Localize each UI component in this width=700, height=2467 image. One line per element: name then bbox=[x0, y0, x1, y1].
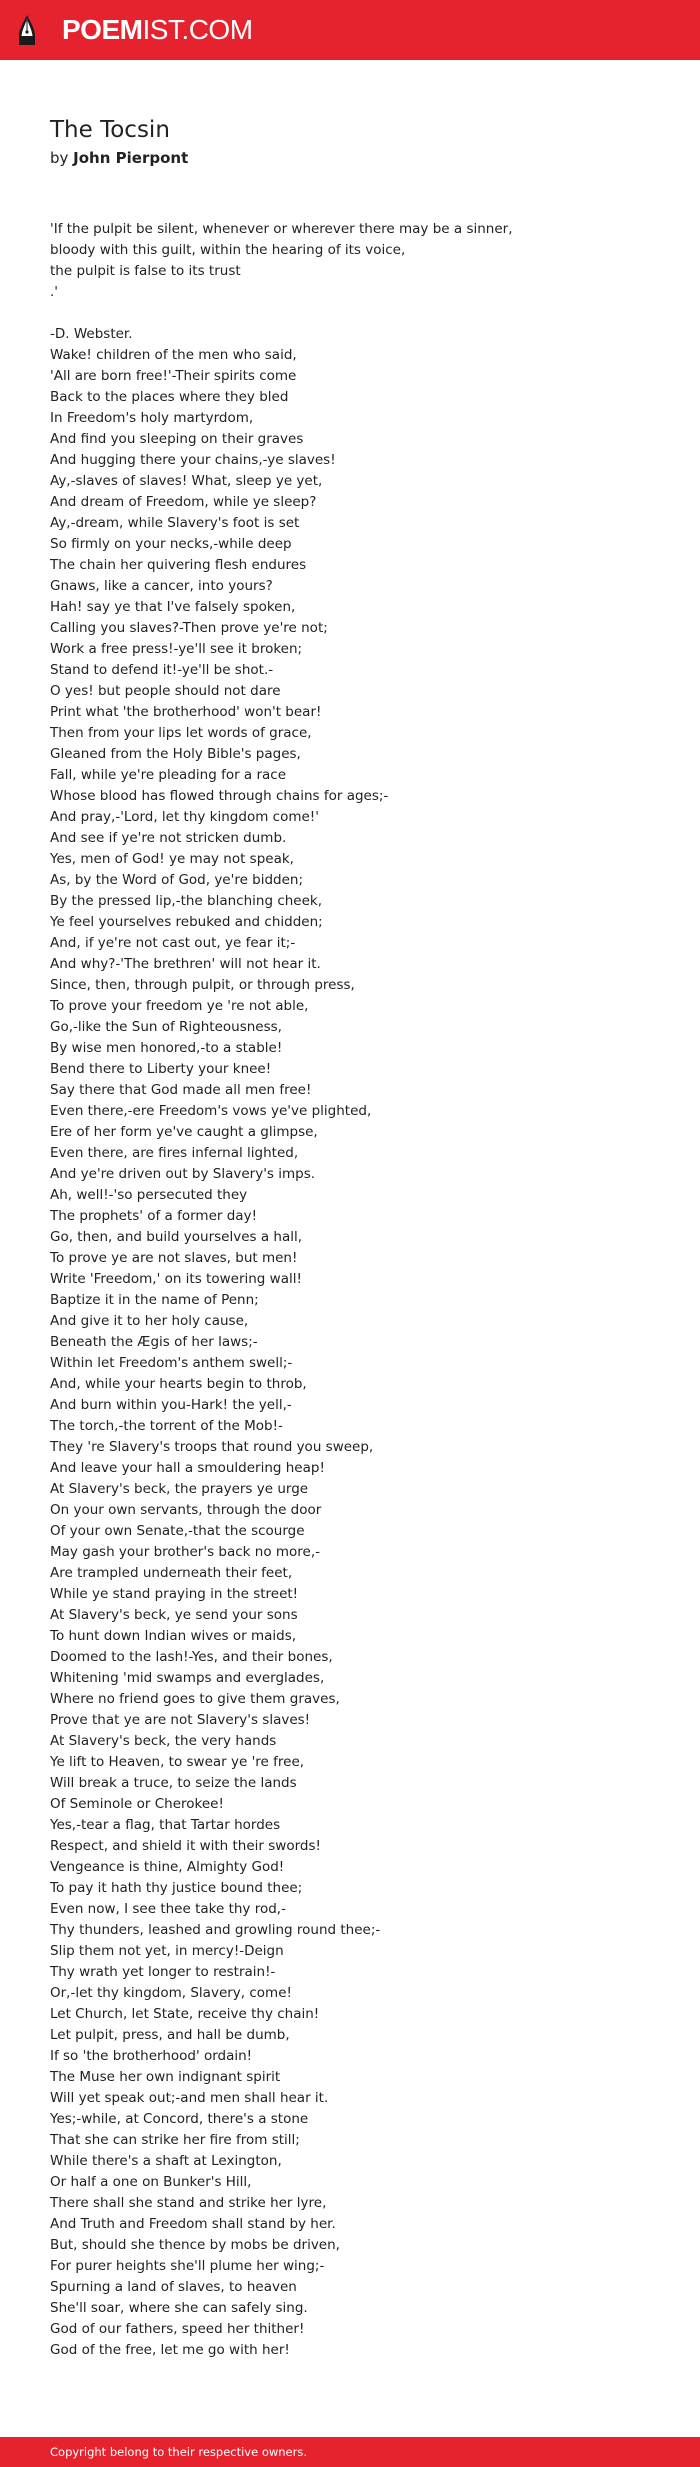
poem-line: To pay it hath thy justice bound thee; bbox=[50, 1880, 303, 1896]
poem-line: Print what 'the brotherhood' won't bear! bbox=[50, 704, 322, 720]
poem-line: At Slavery's beck, the prayers ye urge bbox=[50, 1481, 309, 1497]
poem-line: Since, then, through pulpit, or through press, bbox=[50, 977, 355, 993]
byline-prefix: by bbox=[50, 149, 74, 167]
poem-line: And Truth and Freedom shall stand by her. bbox=[50, 2216, 336, 2232]
poem-line: Yes,-tear a flag, that Tartar hordes bbox=[50, 1817, 281, 1833]
poem-line: Even there,-ere Freedom's vows ye've plighted, bbox=[50, 1103, 372, 1119]
poem-line: And hugging there your chains,-ye slaves! bbox=[50, 452, 336, 468]
poem-line: And give it to her holy cause, bbox=[50, 1313, 249, 1329]
poem-line: Of your own Senate,-that the scourge bbox=[50, 1523, 305, 1539]
epigraph-line: bloody with this guilt, within the hearing of its voice, bbox=[50, 242, 406, 258]
poem-byline bbox=[50, 147, 188, 169]
poem-line: To hunt down Indian wives or maids, bbox=[50, 1628, 297, 1644]
poem-line: Wake! children of the men who said, bbox=[50, 347, 297, 363]
poem-line: Ere of her form ye've caught a glimpse, bbox=[50, 1124, 318, 1140]
site-footer bbox=[0, 2437, 700, 2467]
poem-line: Ye lift to Heaven, to swear ye 're free, bbox=[50, 1754, 305, 1770]
poem-line: For purer heights she'll plume her wing;- bbox=[50, 2258, 325, 2274]
poem-line: Hah! say ye that I've falsely spoken, bbox=[50, 599, 296, 615]
poem-line: -D. Webster. bbox=[50, 326, 133, 342]
poem-line: Of Seminole or Cherokee! bbox=[50, 1796, 224, 1812]
logo-bold-text: POEM bbox=[62, 14, 143, 45]
poem-line: While ye stand praying in the street! bbox=[50, 1586, 299, 1602]
poem-line: Yes, men of God! ye may not speak, bbox=[50, 851, 294, 867]
poem-line: Bend there to Liberty your knee! bbox=[50, 1061, 272, 1077]
poem-line: But, should she thence by mobs be driven, bbox=[50, 2237, 340, 2253]
poem-line: By wise men honored,-to a stable! bbox=[50, 1040, 283, 1056]
poem-line: Slip them not yet, in mercy!-Deign bbox=[50, 1943, 284, 1959]
poem-line: And burn within you-Hark! the yell,- bbox=[50, 1397, 292, 1413]
poem-line: And ye're driven out by Slavery's imps. bbox=[50, 1166, 316, 1182]
poem-line: Go, then, and build yourselves a hall, bbox=[50, 1229, 303, 1245]
poem-line: They 're Slavery's troops that round you sweep, bbox=[50, 1439, 374, 1455]
poem-line: Even now, I see thee take thy rod,- bbox=[50, 1901, 286, 1917]
poem-line: Ay,-dream, while Slavery's foot is set bbox=[50, 515, 300, 531]
poem-line: And leave your hall a smouldering heap! bbox=[50, 1460, 325, 1476]
poem-author: John Pierpont bbox=[73, 149, 189, 167]
poem-line: To prove your freedom ye 're not able, bbox=[50, 998, 309, 1014]
poem-line: Even there, are fires infernal lighted, bbox=[50, 1145, 299, 1161]
poem-body bbox=[50, 219, 670, 2361]
poem-line: The torch,-the torrent of the Mob!- bbox=[50, 1418, 283, 1434]
poem-line: Then from your lips let words of grace, bbox=[50, 725, 312, 741]
poem-line: O yes! but people should not dare bbox=[50, 683, 281, 699]
epigraph-line: .' bbox=[50, 284, 59, 300]
poem-line: Or half a one on Bunker's Hill, bbox=[50, 2174, 252, 2190]
poem-line: Doomed to the lash!-Yes, and their bones, bbox=[50, 1649, 333, 1665]
poem-line: Respect, and shield it with their swords! bbox=[50, 1838, 321, 1854]
poem-line: May gash your brother's back no more,- bbox=[50, 1544, 321, 1560]
poem-line: God of the free, let me go with her! bbox=[50, 2342, 290, 2358]
poem-line: 'All are born free!'-Their spirits come bbox=[50, 368, 297, 384]
poem-line: As, by the Word of God, ye're bidden; bbox=[50, 872, 304, 888]
poem-line: And see if ye're not stricken dumb. bbox=[50, 830, 287, 846]
site-header bbox=[0, 0, 700, 60]
poem-line: Or,-let thy kingdom, Slavery, come! bbox=[50, 1985, 292, 2001]
stanza-gap bbox=[50, 303, 670, 324]
epigraph-line: the pulpit is false to its trust bbox=[50, 263, 241, 279]
poem-line: Stand to defend it!-ye'll be shot.- bbox=[50, 662, 274, 678]
poem-line: So firmly on your necks,-while deep bbox=[50, 536, 292, 552]
poem-line: In Freedom's holy martyrdom, bbox=[50, 410, 254, 426]
poem-line: The prophets' of a former day! bbox=[50, 1208, 257, 1224]
poem-line: Write 'Freedom,' on its towering wall! bbox=[50, 1271, 302, 1287]
poem-line: Gleaned from the Holy Bible's pages, bbox=[50, 746, 301, 762]
poem-line: Say there that God made all men free! bbox=[50, 1082, 312, 1098]
poem-line: Calling you slaves?-Then prove ye're not; bbox=[50, 620, 328, 636]
poem-line: Yes;-while, at Concord, there's a stone bbox=[50, 2111, 309, 2127]
poem-line: Baptize it in the name of Penn; bbox=[50, 1292, 259, 1308]
poem-line: Ah, well!-'so persecuted they bbox=[50, 1187, 248, 1203]
poem-line: Whose blood has flowed through chains for ages;- bbox=[50, 788, 389, 804]
poem-line: Fall, while ye're pleading for a race bbox=[50, 767, 287, 783]
poem-line: And find you sleeping on their graves bbox=[50, 431, 304, 447]
poem-line: And why?-'The brethren' will not hear it. bbox=[50, 956, 321, 972]
poem-line: Let pulpit, press, and hall be dumb, bbox=[50, 2027, 290, 2043]
poem-line: Ye feel yourselves rebuked and chidden; bbox=[50, 914, 323, 930]
poem-line: Thy thunders, leashed and growling round thee;- bbox=[50, 1922, 381, 1938]
poem-line: God of our fathers, speed her thither! bbox=[50, 2321, 305, 2337]
poem-line: At Slavery's beck, ye send your sons bbox=[50, 1607, 298, 1623]
poem-line: That she can strike her fire from still; bbox=[50, 2132, 300, 2148]
poem-line: She'll soar, where she can safely sing. bbox=[50, 2300, 308, 2316]
poem-line: And, while your hearts begin to throb, bbox=[50, 1376, 307, 1392]
poem-line: At Slavery's beck, the very hands bbox=[50, 1733, 277, 1749]
poem-line: And, if ye're not cast out, ye fear it;- bbox=[50, 935, 296, 951]
poem-line: Let Church, let State, receive thy chain! bbox=[50, 2006, 320, 2022]
poem-line: On your own servants, through the door bbox=[50, 1502, 322, 1518]
poem-line: Work a free press!-ye'll see it broken; bbox=[50, 641, 303, 657]
poem-line: Go,-like the Sun of Righteousness, bbox=[50, 1019, 282, 1035]
poem-line: There shall she stand and strike her lyre, bbox=[50, 2195, 327, 2211]
poem-line: Beneath the Ægis of her laws;- bbox=[50, 1334, 258, 1350]
poem-line: The Muse her own indignant spirit bbox=[50, 2069, 281, 2085]
poem-line: Spurning a land of slaves, to heaven bbox=[50, 2279, 297, 2295]
poem-line: Whitening 'mid swamps and everglades, bbox=[50, 1670, 325, 1686]
site-logo[interactable] bbox=[62, 14, 253, 46]
copyright-notice: Copyright belong to their respective owners. bbox=[50, 2445, 308, 2459]
poem-line: By the pressed lip,-the blanching cheek, bbox=[50, 893, 323, 909]
poem-line: And pray,-'Lord, let thy kingdom come!' bbox=[50, 809, 319, 825]
poem-line: Prove that ye are not Slavery's slaves! bbox=[50, 1712, 311, 1728]
poem-line: Thy wrath yet longer to restrain!- bbox=[50, 1964, 276, 1980]
poem-line: And dream of Freedom, while ye sleep? bbox=[50, 494, 317, 510]
poem-line: Will yet speak out;-and men shall hear it. bbox=[50, 2090, 329, 2106]
poem-line: The chain her quivering flesh endures bbox=[50, 557, 307, 573]
poem-title: The Tocsin bbox=[50, 117, 170, 143]
poem-line: Gnaws, like a cancer, into yours? bbox=[50, 578, 273, 594]
pen-nib-icon[interactable] bbox=[17, 14, 37, 48]
epigraph-line: 'If the pulpit be silent, whenever or wherever there may be a sinner, bbox=[50, 221, 513, 237]
poem-line: Vengeance is thine, Almighty God! bbox=[50, 1859, 285, 1875]
poem-line: If so 'the brotherhood' ordain! bbox=[50, 2048, 253, 2064]
poem-line: Back to the places where they bled bbox=[50, 389, 289, 405]
poem-line: To prove ye are not slaves, but men! bbox=[50, 1250, 298, 1266]
logo-light-text: IST.COM bbox=[142, 14, 253, 45]
poem-line: Are trampled underneath their feet, bbox=[50, 1565, 293, 1581]
poem-line: Within let Freedom's anthem swell;- bbox=[50, 1355, 293, 1371]
poem-line: Will break a truce, to seize the lands bbox=[50, 1775, 297, 1791]
poem-line: Ay,-slaves of slaves! What, sleep ye yet, bbox=[50, 473, 323, 489]
poem-line: While there's a shaft at Lexington, bbox=[50, 2153, 282, 2169]
poem-line: Where no friend goes to give them graves, bbox=[50, 1691, 340, 1707]
